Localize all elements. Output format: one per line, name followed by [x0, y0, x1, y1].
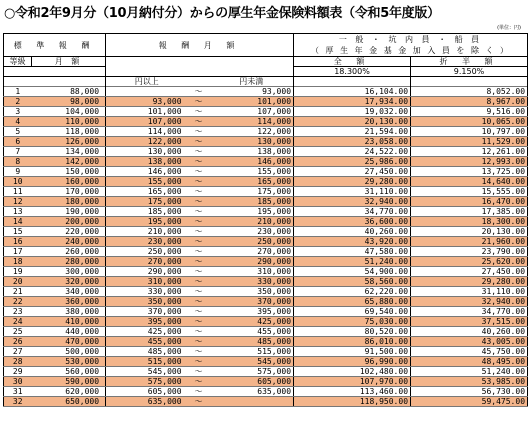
rate-blank [4, 67, 106, 77]
standard-amount-cell: 300,000 [32, 267, 106, 277]
range-from-cell: 250,000 [106, 247, 188, 257]
full-header: 全 額 [294, 57, 411, 67]
range-to-cell: 370,000 [210, 297, 294, 307]
range-tilde-cell: 〜 [188, 317, 210, 327]
range-tilde-cell: 〜 [188, 307, 210, 317]
standard-amount-cell: 180,000 [32, 197, 106, 207]
grade-cell: 14 [4, 217, 32, 227]
half-premium-cell: 51,240.00 [411, 367, 528, 377]
half-premium-cell: 59,475.00 [411, 397, 528, 407]
standard-amount-cell: 440,000 [32, 327, 106, 337]
range-to-cell: 330,000 [210, 277, 294, 287]
half-premium-cell: 21,960.00 [411, 237, 528, 247]
range-tilde-cell: 〜 [188, 137, 210, 147]
grade-cell: 8 [4, 157, 32, 167]
range-to-cell: 138,000 [210, 147, 294, 157]
standard-amount-cell: 98,000 [32, 97, 106, 107]
standard-amount-cell: 560,000 [32, 367, 106, 377]
table-row [4, 117, 528, 127]
table-row [4, 307, 528, 317]
range-from-cell: 455,000 [106, 337, 188, 347]
range-to-cell: 93,000 [210, 87, 294, 97]
full-premium-cell: 25,986.00 [294, 157, 411, 167]
standard-amount-cell: 530,000 [32, 357, 106, 367]
range-from-cell: 130,000 [106, 147, 188, 157]
table-row [4, 197, 528, 207]
range-to-cell: 515,000 [210, 347, 294, 357]
standard-header: 標 準 報 酬 [4, 34, 106, 57]
standard-amount-cell: 360,000 [32, 297, 106, 307]
range-tilde-cell: 〜 [188, 187, 210, 197]
full-premium-cell: 16,104.00 [294, 87, 411, 97]
grade-cell: 24 [4, 317, 32, 327]
table-row [4, 167, 528, 177]
range-from-cell: 138,000 [106, 157, 188, 167]
full-premium-cell: 62,220.00 [294, 287, 411, 297]
full-premium-cell: 65,880.00 [294, 297, 411, 307]
range-to-cell: 310,000 [210, 267, 294, 277]
standard-amount-cell: 118,000 [32, 127, 106, 137]
grade-cell: 32 [4, 397, 32, 407]
standard-amount-cell: 110,000 [32, 117, 106, 127]
range-from-cell: 175,000 [106, 197, 188, 207]
range-from-cell: 146,000 [106, 167, 188, 177]
standard-amount-cell: 260,000 [32, 247, 106, 257]
half-premium-cell: 9,516.00 [411, 107, 528, 117]
range-tilde-cell: 〜 [188, 327, 210, 337]
table-row [4, 207, 528, 217]
half-premium-cell: 31,110.00 [411, 287, 528, 297]
table-row [4, 287, 528, 297]
full-premium-cell: 29,280.00 [294, 177, 411, 187]
full-premium-cell: 113,460.00 [294, 387, 411, 397]
standard-amount-cell: 410,000 [32, 317, 106, 327]
range-tilde-cell: 〜 [188, 387, 210, 397]
grade-cell: 2 [4, 97, 32, 107]
standard-amount-cell: 126,000 [32, 137, 106, 147]
range-tilde-cell: 〜 [188, 377, 210, 387]
range-to-cell: 165,000 [210, 177, 294, 187]
full-premium-cell: 51,240.00 [294, 257, 411, 267]
from-label: 円以上 [106, 77, 188, 87]
range-to-cell: 290,000 [210, 257, 294, 267]
table-row [4, 137, 528, 147]
range-tilde-cell: 〜 [188, 257, 210, 267]
rate-full: 18.300% [294, 67, 411, 77]
table-row [4, 87, 528, 97]
range-to-cell: 485,000 [210, 337, 294, 347]
standard-amount-cell: 320,000 [32, 277, 106, 287]
amount-header: 月 額 [32, 57, 106, 67]
full-premium-cell: 91,500.00 [294, 347, 411, 357]
table-row [4, 367, 528, 377]
table-row [4, 227, 528, 237]
range-from-cell: 270,000 [106, 257, 188, 267]
full-blank [294, 77, 411, 87]
table-row [4, 347, 528, 357]
range-tilde-cell: 〜 [188, 337, 210, 347]
range-to-cell: 146,000 [210, 157, 294, 167]
full-premium-cell: 102,480.00 [294, 367, 411, 377]
grade-cell: 9 [4, 167, 32, 177]
half-premium-cell: 17,385.00 [411, 207, 528, 217]
full-premium-cell: 31,110.00 [294, 187, 411, 197]
grade-cell: 5 [4, 127, 32, 137]
half-premium-cell: 20,130.00 [411, 227, 528, 237]
table-row [4, 157, 528, 167]
full-premium-cell: 54,900.00 [294, 267, 411, 277]
grade-cell: 29 [4, 367, 32, 377]
range-from-cell: 425,000 [106, 327, 188, 337]
full-premium-cell: 86,010.00 [294, 337, 411, 347]
full-premium-cell: 96,990.00 [294, 357, 411, 367]
category-note: （ 厚 生 年 金 基 金 加 入 員 を 除 く ） [294, 45, 528, 57]
half-premium-cell: 45,750.00 [411, 347, 528, 357]
standard-amount-cell: 380,000 [32, 307, 106, 317]
grade-cell: 1 [4, 87, 32, 97]
table-row [4, 257, 528, 267]
table-row [4, 237, 528, 247]
full-premium-cell: 40,260.00 [294, 227, 411, 237]
range-tilde-cell: 〜 [188, 237, 210, 247]
range-tilde-cell: 〜 [188, 227, 210, 237]
range-from-cell: 545,000 [106, 367, 188, 377]
grade-cell: 17 [4, 247, 32, 257]
range-from-cell: 330,000 [106, 287, 188, 297]
range-from-cell: 575,000 [106, 377, 188, 387]
grade-cell: 18 [4, 257, 32, 267]
range-from-cell: 165,000 [106, 187, 188, 197]
half-blank [411, 77, 528, 87]
range-from-cell: 101,000 [106, 107, 188, 117]
range-from-cell: 185,000 [106, 207, 188, 217]
range-to-cell: 605,000 [210, 377, 294, 387]
tilde-blank [188, 77, 210, 87]
range-tilde-cell: 〜 [188, 107, 210, 117]
grade-cell: 13 [4, 207, 32, 217]
half-premium-cell: 40,260.00 [411, 327, 528, 337]
range-tilde-cell: 〜 [188, 297, 210, 307]
monthly-header: 報 酬 月 額 [106, 34, 294, 57]
standard-amount-cell: 150,000 [32, 167, 106, 177]
range-from-cell [106, 87, 188, 97]
half-premium-cell: 8,967.00 [411, 97, 528, 107]
range-from-cell: 195,000 [106, 217, 188, 227]
standard-amount-cell: 620,000 [32, 387, 106, 397]
grade-cell: 16 [4, 237, 32, 247]
full-premium-cell: 75,030.00 [294, 317, 411, 327]
range-to-cell: 545,000 [210, 357, 294, 367]
range-from-cell: 122,000 [106, 137, 188, 147]
to-label: 円未満 [210, 77, 294, 87]
range-tilde-cell: 〜 [188, 397, 210, 407]
table-row [4, 357, 528, 367]
half-premium-cell: 18,300.00 [411, 217, 528, 227]
full-premium-cell: 118,950.00 [294, 397, 411, 407]
range-to-cell: 107,000 [210, 107, 294, 117]
range-from-cell: 485,000 [106, 347, 188, 357]
full-premium-cell: 107,970.00 [294, 377, 411, 387]
table-row [4, 297, 528, 307]
standard-amount-cell: 88,000 [32, 87, 106, 97]
range-to-cell: 575,000 [210, 367, 294, 377]
range-from-cell: 350,000 [106, 297, 188, 307]
premium-table [3, 33, 528, 407]
rate-half: 9.150% [411, 67, 528, 77]
half-premium-cell: 27,450.00 [411, 267, 528, 277]
grade-cell: 11 [4, 187, 32, 197]
range-tilde-cell: 〜 [188, 147, 210, 157]
range-to-cell: 425,000 [210, 317, 294, 327]
half-header: 折 半 額 [411, 57, 528, 67]
full-premium-cell: 32,940.00 [294, 197, 411, 207]
standard-amount-cell: 160,000 [32, 177, 106, 187]
full-premium-cell: 24,522.00 [294, 147, 411, 157]
range-tilde-cell: 〜 [188, 117, 210, 127]
range-to-cell: 122,000 [210, 127, 294, 137]
grade-cell: 10 [4, 177, 32, 187]
grade-cell: 28 [4, 357, 32, 367]
full-premium-cell: 69,540.00 [294, 307, 411, 317]
table-row [4, 247, 528, 257]
standard-amount-cell: 170,000 [32, 187, 106, 197]
grade-cell: 31 [4, 387, 32, 397]
half-premium-cell: 32,940.00 [411, 297, 528, 307]
table-row [4, 387, 528, 397]
full-premium-cell: 43,920.00 [294, 237, 411, 247]
range-to-cell: 270,000 [210, 247, 294, 257]
half-premium-cell: 8,052.00 [411, 87, 528, 97]
standard-amount-cell: 280,000 [32, 257, 106, 267]
table-row [4, 107, 528, 117]
range-tilde-cell: 〜 [188, 277, 210, 287]
half-premium-cell: 29,280.00 [411, 277, 528, 287]
full-premium-cell: 80,520.00 [294, 327, 411, 337]
range-from-cell: 230,000 [106, 237, 188, 247]
full-premium-cell: 19,032.00 [294, 107, 411, 117]
grade-cell: 7 [4, 147, 32, 157]
table-row [4, 177, 528, 187]
half-premium-cell: 37,515.00 [411, 317, 528, 327]
range-from-cell: 310,000 [106, 277, 188, 287]
grade-cell: 3 [4, 107, 32, 117]
range-to-cell: 395,000 [210, 307, 294, 317]
half-premium-cell: 10,797.00 [411, 127, 528, 137]
half-premium-cell: 10,065.00 [411, 117, 528, 127]
full-premium-cell: 17,934.00 [294, 97, 411, 107]
standard-amount-cell: 470,000 [32, 337, 106, 347]
range-to-cell [210, 397, 294, 407]
range-tilde-cell: 〜 [188, 197, 210, 207]
full-premium-cell: 20,130.00 [294, 117, 411, 127]
full-premium-cell: 27,450.00 [294, 167, 411, 177]
range-tilde-cell: 〜 [188, 207, 210, 217]
range-tilde-cell: 〜 [188, 87, 210, 97]
standard-amount-cell: 200,000 [32, 217, 106, 227]
half-premium-cell: 53,985.00 [411, 377, 528, 387]
range-tilde-cell: 〜 [188, 267, 210, 277]
table-row [4, 187, 528, 197]
grade-cell: 20 [4, 277, 32, 287]
half-premium-cell: 15,555.00 [411, 187, 528, 197]
standard-amount-cell: 340,000 [32, 287, 106, 297]
range-to-cell: 155,000 [210, 167, 294, 177]
half-premium-cell: 11,529.00 [411, 137, 528, 147]
range-to-cell: 175,000 [210, 187, 294, 197]
range-to-cell: 230,000 [210, 227, 294, 237]
full-premium-cell: 47,580.00 [294, 247, 411, 257]
range-from-cell: 635,000 [106, 397, 188, 407]
range-from-cell: 107,000 [106, 117, 188, 127]
grade-cell: 30 [4, 377, 32, 387]
half-premium-cell: 12,261.00 [411, 147, 528, 157]
full-premium-cell: 58,560.00 [294, 277, 411, 287]
range-to-cell: 350,000 [210, 287, 294, 297]
half-premium-cell: 16,470.00 [411, 197, 528, 207]
half-premium-cell: 48,495.00 [411, 357, 528, 367]
range-to-cell: 130,000 [210, 137, 294, 147]
table-row [4, 397, 528, 407]
grade-cell: 25 [4, 327, 32, 337]
grade-cell: 6 [4, 137, 32, 147]
range-tilde-cell: 〜 [188, 357, 210, 367]
range-tilde-cell: 〜 [188, 247, 210, 257]
range-to-cell: 250,000 [210, 237, 294, 247]
range-from-cell: 515,000 [106, 357, 188, 367]
document-title: ○令和2年9月分（10月納付分）からの厚生年金保険料額表（令和5年度版） [4, 6, 440, 21]
grade-cell: 21 [4, 287, 32, 297]
table-row [4, 97, 528, 107]
table-row [4, 317, 528, 327]
range-tilde-cell: 〜 [188, 97, 210, 107]
table-row [4, 277, 528, 287]
range-to-cell: 185,000 [210, 197, 294, 207]
range-tilde-cell: 〜 [188, 217, 210, 227]
standard-amount-cell: 240,000 [32, 237, 106, 247]
half-premium-cell: 13,725.00 [411, 167, 528, 177]
range-to-cell: 114,000 [210, 117, 294, 127]
range-tilde-cell: 〜 [188, 127, 210, 137]
half-premium-cell: 25,620.00 [411, 257, 528, 267]
monthly-blank [106, 57, 294, 77]
standard-amount-cell: 104,000 [32, 107, 106, 117]
standard-amount-cell: 142,000 [32, 157, 106, 167]
full-premium-cell: 21,594.00 [294, 127, 411, 137]
standard-amount-cell: 590,000 [32, 377, 106, 387]
range-to-cell: 635,000 [210, 387, 294, 397]
standard-amount-cell: 220,000 [32, 227, 106, 237]
range-from-cell: 114,000 [106, 127, 188, 137]
grade-header: 等級 [4, 57, 32, 67]
grade-cell: 15 [4, 227, 32, 237]
range-from-cell: 605,000 [106, 387, 188, 397]
range-to-cell: 101,000 [210, 97, 294, 107]
standard-amount-cell: 650,000 [32, 397, 106, 407]
standard-amount-cell: 190,000 [32, 207, 106, 217]
standard-amount-cell: 134,000 [32, 147, 106, 157]
range-from-cell: 290,000 [106, 267, 188, 277]
half-premium-cell: 43,005.00 [411, 337, 528, 347]
table-row [4, 267, 528, 277]
table-row [4, 337, 528, 347]
half-premium-cell: 23,790.00 [411, 247, 528, 257]
range-tilde-cell: 〜 [188, 287, 210, 297]
half-premium-cell: 12,993.00 [411, 157, 528, 167]
grade-cell: 12 [4, 197, 32, 207]
range-tilde-cell: 〜 [188, 167, 210, 177]
grade-cell: 22 [4, 297, 32, 307]
half-premium-cell: 34,770.00 [411, 307, 528, 317]
label-blank [4, 77, 106, 87]
grade-cell: 19 [4, 267, 32, 277]
full-premium-cell: 23,058.00 [294, 137, 411, 147]
range-from-cell: 395,000 [106, 317, 188, 327]
full-premium-cell: 34,770.00 [294, 207, 411, 217]
unit-note: (単位：円) [497, 25, 521, 31]
range-from-cell: 210,000 [106, 227, 188, 237]
range-tilde-cell: 〜 [188, 367, 210, 377]
category-header: 一 般 ・ 坑 内 員 ・ 船 員 [294, 34, 528, 46]
range-to-cell: 195,000 [210, 207, 294, 217]
half-premium-cell: 14,640.00 [411, 177, 528, 187]
range-tilde-cell: 〜 [188, 177, 210, 187]
half-premium-cell: 56,730.00 [411, 387, 528, 397]
grade-cell: 4 [4, 117, 32, 127]
range-from-cell: 155,000 [106, 177, 188, 187]
grade-cell: 23 [4, 307, 32, 317]
table-row [4, 147, 528, 157]
range-tilde-cell: 〜 [188, 157, 210, 167]
full-premium-cell: 36,600.00 [294, 217, 411, 227]
table-row [4, 327, 528, 337]
range-from-cell: 370,000 [106, 307, 188, 317]
range-tilde-cell: 〜 [188, 347, 210, 357]
range-to-cell: 455,000 [210, 327, 294, 337]
standard-amount-cell: 500,000 [32, 347, 106, 357]
range-to-cell: 210,000 [210, 217, 294, 227]
grade-cell: 27 [4, 347, 32, 357]
grade-cell: 26 [4, 337, 32, 347]
range-from-cell: 93,000 [106, 97, 188, 107]
table-row [4, 377, 528, 387]
table-row [4, 127, 528, 137]
table-row [4, 217, 528, 227]
